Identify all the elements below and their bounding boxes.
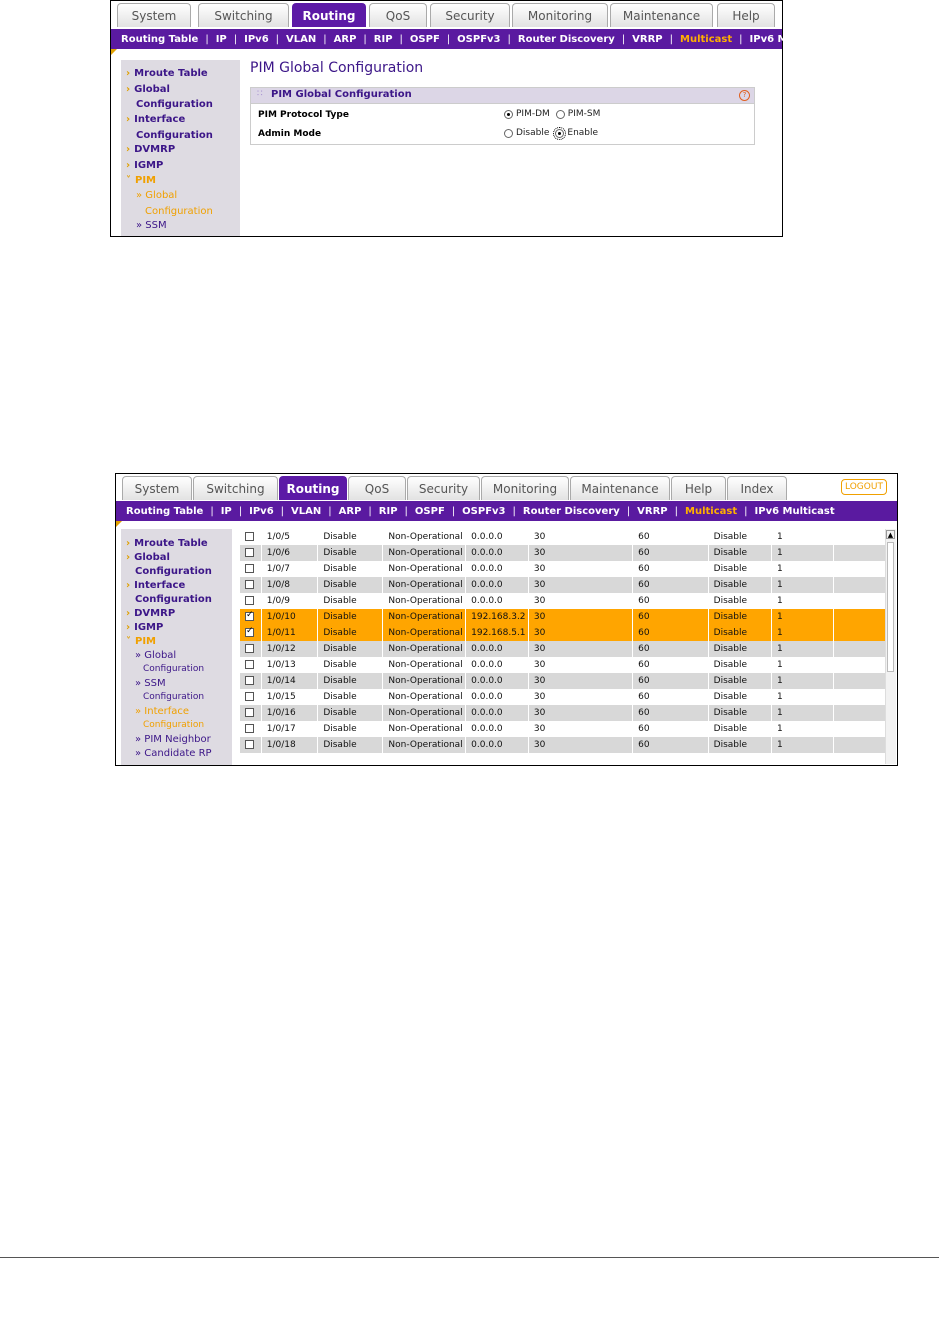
cell-oper: Non-Operational xyxy=(383,561,466,577)
drag-handle-icon: ∷ xyxy=(257,89,263,99)
cell-interface: 1/0/16 xyxy=(261,705,318,721)
subnav-ipv6[interactable]: IPv6 xyxy=(249,505,274,517)
sidebar-item-ssm[interactable]: » SSM xyxy=(136,220,167,231)
subnav-ipv6[interactable]: IPv6 xyxy=(244,33,269,45)
subnav-vrrp[interactable]: VRRP xyxy=(632,33,663,45)
cell-interface: 1/0/5 xyxy=(261,529,318,545)
cell-admin: Disable xyxy=(318,561,383,577)
sidebar-item-igmp[interactable]: › IGMP xyxy=(126,160,164,171)
cell-dr: 1 xyxy=(771,577,833,593)
table-row[interactable] xyxy=(240,577,897,593)
sidebar-item-pim-global[interactable]: » Global xyxy=(136,190,178,201)
sidebar-item-pim-global[interactable]: » Global xyxy=(135,650,177,661)
cell-hello: 30 xyxy=(528,609,632,625)
cell-hello: 30 xyxy=(528,625,632,641)
cell-oper: Non-Operational xyxy=(383,673,466,689)
cell-interface: 1/0/7 xyxy=(261,561,318,577)
sidebar-item-pim-ssm[interactable]: » SSM xyxy=(135,678,166,689)
cell-oper: Non-Operational xyxy=(383,545,466,561)
cell-jp: 60 xyxy=(633,529,709,545)
tab-monitoring[interactable]: Monitoring xyxy=(481,476,569,500)
table-row[interactable] xyxy=(240,609,897,625)
subnav-vrrp[interactable]: VRRP xyxy=(637,505,668,517)
cell-admin: Disable xyxy=(318,609,383,625)
page-title: PIM Global Configuration xyxy=(250,60,424,76)
cell-hello: 30 xyxy=(528,545,632,561)
subnav-ospfv3[interactable]: OSPFv3 xyxy=(462,505,506,517)
cell-ip: 0.0.0.0 xyxy=(466,657,529,673)
cell-jp: 60 xyxy=(633,593,709,609)
chevron-right-icon: › xyxy=(126,160,131,171)
cell-hello: 30 xyxy=(528,529,632,545)
cell-dr: 1 xyxy=(771,705,833,721)
help-icon[interactable]: ? xyxy=(739,90,750,101)
cell-admin: Disable xyxy=(318,705,383,721)
row-select-checkbox[interactable] xyxy=(245,676,254,685)
tab-system[interactable]: System xyxy=(122,476,192,500)
cell-oper: Non-Operational xyxy=(383,593,466,609)
chevron-right-icon: › xyxy=(126,84,131,95)
cell-dr: 1 xyxy=(771,529,833,545)
tab-security[interactable]: Security xyxy=(430,3,510,27)
cell-dr: 1 xyxy=(771,737,833,753)
cell-dr: 1 xyxy=(771,673,833,689)
table-row[interactable] xyxy=(240,673,897,689)
table-row[interactable] xyxy=(240,529,897,545)
cell-jp: 60 xyxy=(633,721,709,737)
cell-dr: 1 xyxy=(771,593,833,609)
panel-title: PIM Global Configuration xyxy=(271,89,412,100)
sidebar-item-dvmrp[interactable]: › DVMRP xyxy=(126,144,176,155)
row-select-checkbox[interactable] xyxy=(245,580,254,589)
sidebar-item-pim-ssm-line2[interactable]: Configuration xyxy=(143,692,205,702)
cell-bsr: Disable xyxy=(708,625,771,641)
cell-oper: Non-Operational xyxy=(383,577,466,593)
tab-maintenance[interactable]: Maintenance xyxy=(610,3,713,27)
pim-sm-radio[interactable] xyxy=(556,110,565,119)
subnav-ospf[interactable]: OSPF xyxy=(414,505,445,517)
pim-interface-table xyxy=(240,529,897,753)
cell-jp: 60 xyxy=(633,561,709,577)
chevron-right-icon: › xyxy=(126,622,131,633)
cell-ip: 0.0.0.0 xyxy=(466,593,529,609)
sidebar-item-pim-interface[interactable]: » Interface xyxy=(135,706,190,717)
cell-ip: 0.0.0.0 xyxy=(466,721,529,737)
pim-sm-label: PIM-SM xyxy=(567,109,601,119)
subnav-ospfv3[interactable]: OSPFv3 xyxy=(457,33,501,45)
cell-ip: 0.0.0.0 xyxy=(466,561,529,577)
cell-admin: Disable xyxy=(318,593,383,609)
tab-routing[interactable]: Routing xyxy=(279,476,347,500)
cell-ip: 0.0.0.0 xyxy=(466,673,529,689)
cell-admin: Disable xyxy=(318,529,383,545)
sidebar-item-pim-global-line2[interactable]: Configuration xyxy=(145,206,213,217)
row-select-checkbox[interactable] xyxy=(245,708,254,717)
chevron-down-icon: ˅ xyxy=(126,175,131,186)
cell-admin: Disable xyxy=(318,545,383,561)
tab-qos[interactable]: QoS xyxy=(369,3,427,27)
chevron-right-icon: › xyxy=(126,580,131,591)
sidebar-item-candidate-rp[interactable]: » Candidate RP xyxy=(135,748,212,759)
chevron-right-icon: › xyxy=(126,68,131,79)
table-scrollbar[interactable] xyxy=(885,529,896,764)
subnav-routing-table[interactable]: Routing Table xyxy=(126,505,204,517)
cell-oper: Non-Operational xyxy=(383,721,466,737)
cell-bsr: Disable xyxy=(708,545,771,561)
row-select-checkbox[interactable] xyxy=(245,692,254,701)
cell-bsr: Disable xyxy=(708,609,771,625)
tab-maintenance[interactable]: Maintenance xyxy=(570,476,670,500)
sidebar xyxy=(121,60,240,236)
row-select-checkbox[interactable] xyxy=(245,660,254,669)
cell-bsr: Disable xyxy=(708,689,771,705)
row-select-checkbox[interactable] xyxy=(245,532,254,541)
subnav-router-discovery[interactable]: Router Discovery xyxy=(517,33,615,45)
cell-jp: 60 xyxy=(633,609,709,625)
cell-bsr: Disable xyxy=(708,673,771,689)
cell-admin: Disable xyxy=(318,673,383,689)
cell-jp: 60 xyxy=(633,577,709,593)
subnav-vlan[interactable]: VLAN xyxy=(291,505,322,517)
cell-interface: 1/0/10 xyxy=(261,609,318,625)
cell-admin: Disable xyxy=(318,737,383,753)
main-tabs xyxy=(111,1,782,27)
subnav-ospf[interactable]: OSPF xyxy=(409,33,440,45)
sidebar-item-interface-config[interactable]: › Interface xyxy=(126,114,186,125)
sidebar-item-interface-config-line2[interactable]: Configuration xyxy=(136,130,213,141)
cell-dr: 1 xyxy=(771,545,833,561)
cell-ip: 192.168.5.1 xyxy=(466,625,529,641)
admin-mode-label: Admin Mode xyxy=(258,129,322,139)
footer-divider xyxy=(0,1257,939,1258)
table-row[interactable] xyxy=(240,593,897,609)
subnav-ip[interactable]: IP xyxy=(220,505,232,517)
pim-global-config-screenshot xyxy=(110,0,830,237)
row-select-checkbox[interactable] xyxy=(245,628,254,637)
cell-interface: 1/0/6 xyxy=(261,545,318,561)
logout-button[interactable]: LOGOUT xyxy=(841,479,887,495)
sidebar-item-mroute-table[interactable]: › Mroute Table xyxy=(126,68,208,79)
admin-enable-label: Enable xyxy=(567,128,599,138)
sidebar-item-global-config[interactable]: › Global xyxy=(126,84,170,95)
cell-hello: 30 xyxy=(528,641,632,657)
sidebar-item-mroute-table[interactable]: › Mroute Table xyxy=(126,538,208,549)
subnav-arp[interactable]: ARP xyxy=(333,33,357,45)
cell-interface: 1/0/11 xyxy=(261,625,318,641)
chevron-right-icon: › xyxy=(126,552,131,563)
table-row[interactable] xyxy=(240,625,897,641)
corner-accent xyxy=(116,521,122,527)
chevron-down-icon: ˅ xyxy=(126,636,131,647)
cell-admin: Disable xyxy=(318,625,383,641)
cell-interface: 1/0/8 xyxy=(261,577,318,593)
subnav-routing-table[interactable]: Routing Table xyxy=(121,33,199,45)
cell-hello: 30 xyxy=(528,673,632,689)
cell-ip: 0.0.0.0 xyxy=(466,545,529,561)
sidebar-item-dvmrp[interactable]: › DVMRP xyxy=(126,608,176,619)
cell-jp: 60 xyxy=(633,737,709,753)
cell-bsr: Disable xyxy=(708,705,771,721)
cell-hello: 30 xyxy=(528,721,632,737)
cell-hello: 30 xyxy=(528,577,632,593)
admin-disable-label: Disable xyxy=(516,128,550,138)
cell-ip: 0.0.0.0 xyxy=(466,641,529,657)
sidebar-item-global-config-line2[interactable]: Configuration xyxy=(135,566,212,577)
sidebar-item-interface-config-line2[interactable]: Configuration xyxy=(135,594,212,605)
cell-jp: 60 xyxy=(633,545,709,561)
cell-bsr: Disable xyxy=(708,641,771,657)
table-row[interactable] xyxy=(240,689,897,705)
cell-jp: 60 xyxy=(633,657,709,673)
cell-dr: 1 xyxy=(771,721,833,737)
row-select-checkbox[interactable] xyxy=(245,548,254,557)
sidebar-item-global-config[interactable]: › Global xyxy=(126,552,170,563)
cell-oper: Non-Operational xyxy=(383,609,466,625)
cell-jp: 60 xyxy=(633,641,709,657)
tab-qos[interactable]: QoS xyxy=(348,476,406,500)
cell-oper: Non-Operational xyxy=(383,737,466,753)
chevron-right-icon: › xyxy=(126,114,131,125)
cell-bsr: Disable xyxy=(708,577,771,593)
row-select-checkbox[interactable] xyxy=(245,724,254,733)
subnav-arp[interactable]: ARP xyxy=(338,505,362,517)
cell-dr: 1 xyxy=(771,609,833,625)
chevron-right-icon: › xyxy=(126,608,131,619)
cell-oper: Non-Operational xyxy=(383,705,466,721)
pim-dm-radio[interactable] xyxy=(504,110,513,119)
cell-hello: 30 xyxy=(528,593,632,609)
cell-ip: 0.0.0.0 xyxy=(466,577,529,593)
cell-interface: 1/0/15 xyxy=(261,689,318,705)
cell-admin: Disable xyxy=(318,577,383,593)
cell-hello: 30 xyxy=(528,561,632,577)
sidebar-item-global-config-line2[interactable]: Configuration xyxy=(136,99,213,110)
tab-system[interactable]: System xyxy=(117,3,191,27)
pim-config-panel xyxy=(250,87,755,145)
cell-ip: 192.168.3.2 xyxy=(466,609,529,625)
cell-bsr: Disable xyxy=(708,737,771,753)
admin-disable-radio[interactable] xyxy=(504,129,513,138)
row-select-checkbox[interactable] xyxy=(245,564,254,573)
tab-monitoring[interactable]: Monitoring xyxy=(512,3,608,27)
cell-oper: Non-Operational xyxy=(383,689,466,705)
cell-dr: 1 xyxy=(771,561,833,577)
cell-admin: Disable xyxy=(318,641,383,657)
chevron-right-icon: › xyxy=(126,538,131,549)
subnav-rip[interactable]: RIP xyxy=(378,505,398,517)
cell-interface: 1/0/17 xyxy=(261,721,318,737)
cell-bsr: Disable xyxy=(708,721,771,737)
protocol-type-label: PIM Protocol Type xyxy=(258,110,349,120)
scroll-up-icon[interactable]: ▲ xyxy=(887,531,894,539)
subnav-ipv6-multicast[interactable]: IPv6 Multicast xyxy=(749,33,830,45)
pim-dm-label: PIM-DM xyxy=(516,109,550,119)
table-row[interactable] xyxy=(240,737,897,753)
table-row[interactable] xyxy=(240,721,897,737)
admin-mode-row xyxy=(251,126,754,143)
subnav-multicast[interactable]: Multicast xyxy=(685,505,738,517)
cell-bsr: Disable xyxy=(708,657,771,673)
routing-subnav: Routing Table | IP | IPv6 | VLAN | ARP | RIP | OSPF | OSPFv3 | Router Discovery | VRRP | Multicast | IPv6 Multicast xyxy=(111,29,782,49)
cell-admin: Disable xyxy=(318,657,383,673)
cell-hello: 30 xyxy=(528,705,632,721)
scroll-thumb[interactable] xyxy=(887,542,894,672)
subnav-router-discovery[interactable]: Router Discovery xyxy=(522,505,620,517)
sidebar-item-igmp[interactable]: › IGMP xyxy=(126,622,164,633)
panel-header xyxy=(251,88,754,104)
tab-help[interactable]: Help xyxy=(671,476,726,500)
cell-jp: 60 xyxy=(633,625,709,641)
cell-dr: 1 xyxy=(771,625,833,641)
admin-enable-radio[interactable] xyxy=(555,129,564,138)
cell-dr: 1 xyxy=(771,689,833,705)
sidebar-item-pim-neighbor[interactable]: » PIM Neighbor xyxy=(135,734,211,745)
tab-switching[interactable]: Switching xyxy=(198,3,289,27)
cell-ip: 0.0.0.0 xyxy=(466,689,529,705)
chevron-right-icon: › xyxy=(126,144,131,155)
table-row[interactable] xyxy=(240,561,897,577)
row-select-checkbox[interactable] xyxy=(245,644,254,653)
pim-interface-config-screenshot xyxy=(115,473,898,766)
tab-help[interactable]: Help xyxy=(717,3,775,27)
cell-interface: 1/0/9 xyxy=(261,593,318,609)
protocol-type-row xyxy=(251,107,754,124)
cell-oper: Non-Operational xyxy=(383,641,466,657)
main-tabs xyxy=(116,474,897,500)
cell-hello: 30 xyxy=(528,737,632,753)
cell-jp: 60 xyxy=(633,689,709,705)
cell-interface: 1/0/13 xyxy=(261,657,318,673)
sidebar-item-pim[interactable]: ˅ PIM xyxy=(126,636,157,647)
cell-hello: 30 xyxy=(528,689,632,705)
subnav-rip[interactable]: RIP xyxy=(373,33,393,45)
subnav-ip[interactable]: IP xyxy=(215,33,227,45)
cell-bsr: Disable xyxy=(708,593,771,609)
subnav-ipv6-multicast[interactable]: IPv6 Multicast xyxy=(754,505,835,517)
cell-oper: Non-Operational xyxy=(383,529,466,545)
table-row[interactable] xyxy=(240,657,897,673)
table-row[interactable] xyxy=(240,641,897,657)
cell-ip: 0.0.0.0 xyxy=(466,737,529,753)
sidebar xyxy=(121,529,232,765)
row-select-checkbox[interactable] xyxy=(245,612,254,621)
corner-accent xyxy=(111,49,117,55)
tab-index[interactable]: Index xyxy=(727,476,787,500)
table-row[interactable] xyxy=(240,545,897,561)
cell-dr: 1 xyxy=(771,641,833,657)
sidebar-item-pim[interactable]: ˅ PIM xyxy=(126,175,157,186)
table-row[interactable] xyxy=(240,705,897,721)
cell-oper: Non-Operational xyxy=(383,625,466,641)
sidebar-item-pim-global-line2[interactable]: Configuration xyxy=(143,664,205,674)
cell-admin: Disable xyxy=(318,689,383,705)
cell-dr: 1 xyxy=(771,657,833,673)
tab-switching[interactable]: Switching xyxy=(193,476,278,500)
cell-interface: 1/0/14 xyxy=(261,673,318,689)
row-select-checkbox[interactable] xyxy=(245,596,254,605)
tab-routing[interactable]: Routing xyxy=(292,3,366,27)
subnav-multicast[interactable]: Multicast xyxy=(680,33,733,45)
subnav-vlan[interactable]: VLAN xyxy=(286,33,317,45)
cell-bsr: Disable xyxy=(708,561,771,577)
routing-subnav: Routing Table | IP | IPv6 | VLAN | ARP | RIP | OSPF | OSPFv3 | Router Discovery | VRRP | Multicast | IPv6 Multicast xyxy=(116,501,897,521)
cell-bsr: Disable xyxy=(708,529,771,545)
cell-ip: 0.0.0.0 xyxy=(466,529,529,545)
cell-hello: 30 xyxy=(528,657,632,673)
tab-security[interactable]: Security xyxy=(407,476,480,500)
sidebar-item-interface-config[interactable]: › Interface xyxy=(126,580,186,591)
cell-jp: 60 xyxy=(633,705,709,721)
cell-interface: 1/0/12 xyxy=(261,641,318,657)
row-select-checkbox[interactable] xyxy=(245,740,254,749)
cell-admin: Disable xyxy=(318,721,383,737)
cell-ip: 0.0.0.0 xyxy=(466,705,529,721)
sidebar-item-pim-interface-line2[interactable]: Configuration xyxy=(143,720,205,730)
cell-jp: 60 xyxy=(633,673,709,689)
cell-interface: 1/0/18 xyxy=(261,737,318,753)
cell-oper: Non-Operational xyxy=(383,657,466,673)
